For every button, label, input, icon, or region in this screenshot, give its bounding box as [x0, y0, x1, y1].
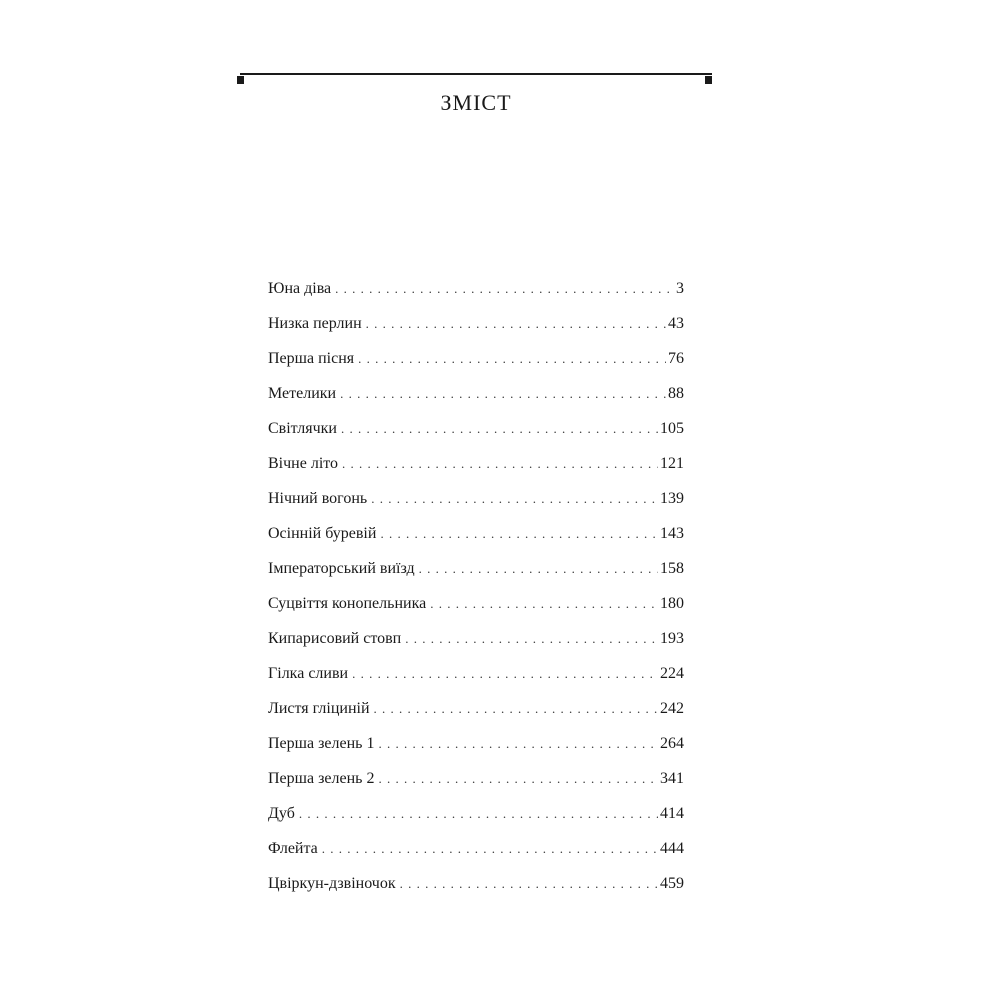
corner-mark-left	[237, 76, 244, 84]
toc-entry-page: 414	[660, 805, 684, 822]
toc-entry	[268, 768, 684, 803]
toc-entry-page: 459	[660, 875, 684, 892]
toc-entry	[268, 453, 684, 488]
toc-entry	[268, 873, 684, 908]
toc-entry-title: Низка перлин	[268, 315, 362, 332]
toc-dot-leader	[371, 488, 658, 510]
toc-dot-leader	[405, 628, 658, 650]
toc-entry	[268, 278, 684, 313]
toc-entry-title: Кипарисовий стовп	[268, 630, 402, 647]
toc-dot-leader	[299, 803, 658, 825]
toc-entry	[268, 348, 684, 383]
toc-dot-leader	[322, 838, 658, 860]
toc-entry-title: Перша зелень 1	[268, 735, 375, 752]
toc-entry-title: Осінній буревій	[268, 525, 377, 542]
toc-entry	[268, 383, 684, 418]
table-of-contents	[268, 278, 684, 908]
toc-dot-leader	[358, 348, 666, 370]
toc-entry-title: Листя гліциній	[268, 700, 370, 717]
toc-entry-title: Світлячки	[268, 420, 337, 437]
toc-entry	[268, 558, 684, 593]
toc-dot-leader	[419, 558, 658, 580]
toc-entry	[268, 523, 684, 558]
toc-dot-leader	[374, 698, 658, 720]
toc-dot-leader	[430, 593, 658, 615]
toc-entry-title: Гілка сливи	[268, 665, 349, 682]
toc-entry-page: 193	[660, 630, 684, 647]
toc-entry-page: 180	[660, 595, 684, 612]
toc-entry-page: 105	[660, 420, 684, 437]
toc-entry-page: 242	[660, 700, 684, 717]
toc-entry-title: Цвіркун-дзвіночок	[268, 875, 396, 892]
toc-entry-title: Дуб	[268, 805, 295, 822]
toc-entry-page: 139	[660, 490, 684, 507]
toc-dot-leader	[335, 278, 674, 300]
toc-entry-title: Вічне літо	[268, 455, 339, 472]
toc-dot-leader	[352, 663, 658, 685]
header-rule	[240, 73, 712, 75]
toc-entry	[268, 803, 684, 838]
toc-dot-leader	[378, 733, 658, 755]
toc-entry	[268, 418, 684, 453]
toc-entry-page: 76	[668, 350, 684, 367]
toc-dot-leader	[342, 453, 658, 475]
toc-entry	[268, 698, 684, 733]
toc-entry-title: Суцвіття конопельника	[268, 595, 427, 612]
toc-entry-title: Юна діва	[268, 280, 332, 297]
toc-dot-leader	[380, 523, 658, 545]
toc-entry-page: 143	[660, 525, 684, 542]
toc-entry-page: 121	[660, 455, 684, 472]
toc-entry	[268, 663, 684, 698]
toc-entry-title: Перша зелень 2	[268, 770, 375, 787]
toc-dot-leader	[341, 418, 658, 440]
toc-entry	[268, 488, 684, 523]
toc-entry-page: 224	[660, 665, 684, 682]
toc-dot-leader	[400, 873, 658, 895]
toc-entry-title: Імператорський виїзд	[268, 560, 415, 577]
toc-entry-page: 264	[660, 735, 684, 752]
toc-entry	[268, 628, 684, 663]
toc-entry-title: Флейта	[268, 840, 318, 857]
toc-dot-leader	[340, 383, 666, 405]
toc-entry	[268, 733, 684, 768]
toc-entry	[268, 593, 684, 628]
toc-entry-page: 3	[676, 280, 684, 297]
toc-entry-page: 88	[668, 385, 684, 402]
toc-entry-title: Перша пісня	[268, 350, 355, 367]
toc-entry	[268, 838, 684, 873]
toc-dot-leader	[366, 313, 666, 335]
page-title: ЗМІСТ	[440, 90, 512, 115]
toc-entry-page: 158	[660, 560, 684, 577]
toc-dot-leader	[378, 768, 658, 790]
toc-entry-page: 341	[660, 770, 684, 787]
toc-entry-page: 444	[660, 840, 684, 857]
toc-entry-page: 43	[668, 315, 684, 332]
toc-entry-title: Нічний вогонь	[268, 490, 368, 507]
toc-entry-title: Метелики	[268, 385, 337, 402]
corner-mark-right	[705, 76, 712, 84]
toc-entry	[268, 313, 684, 348]
